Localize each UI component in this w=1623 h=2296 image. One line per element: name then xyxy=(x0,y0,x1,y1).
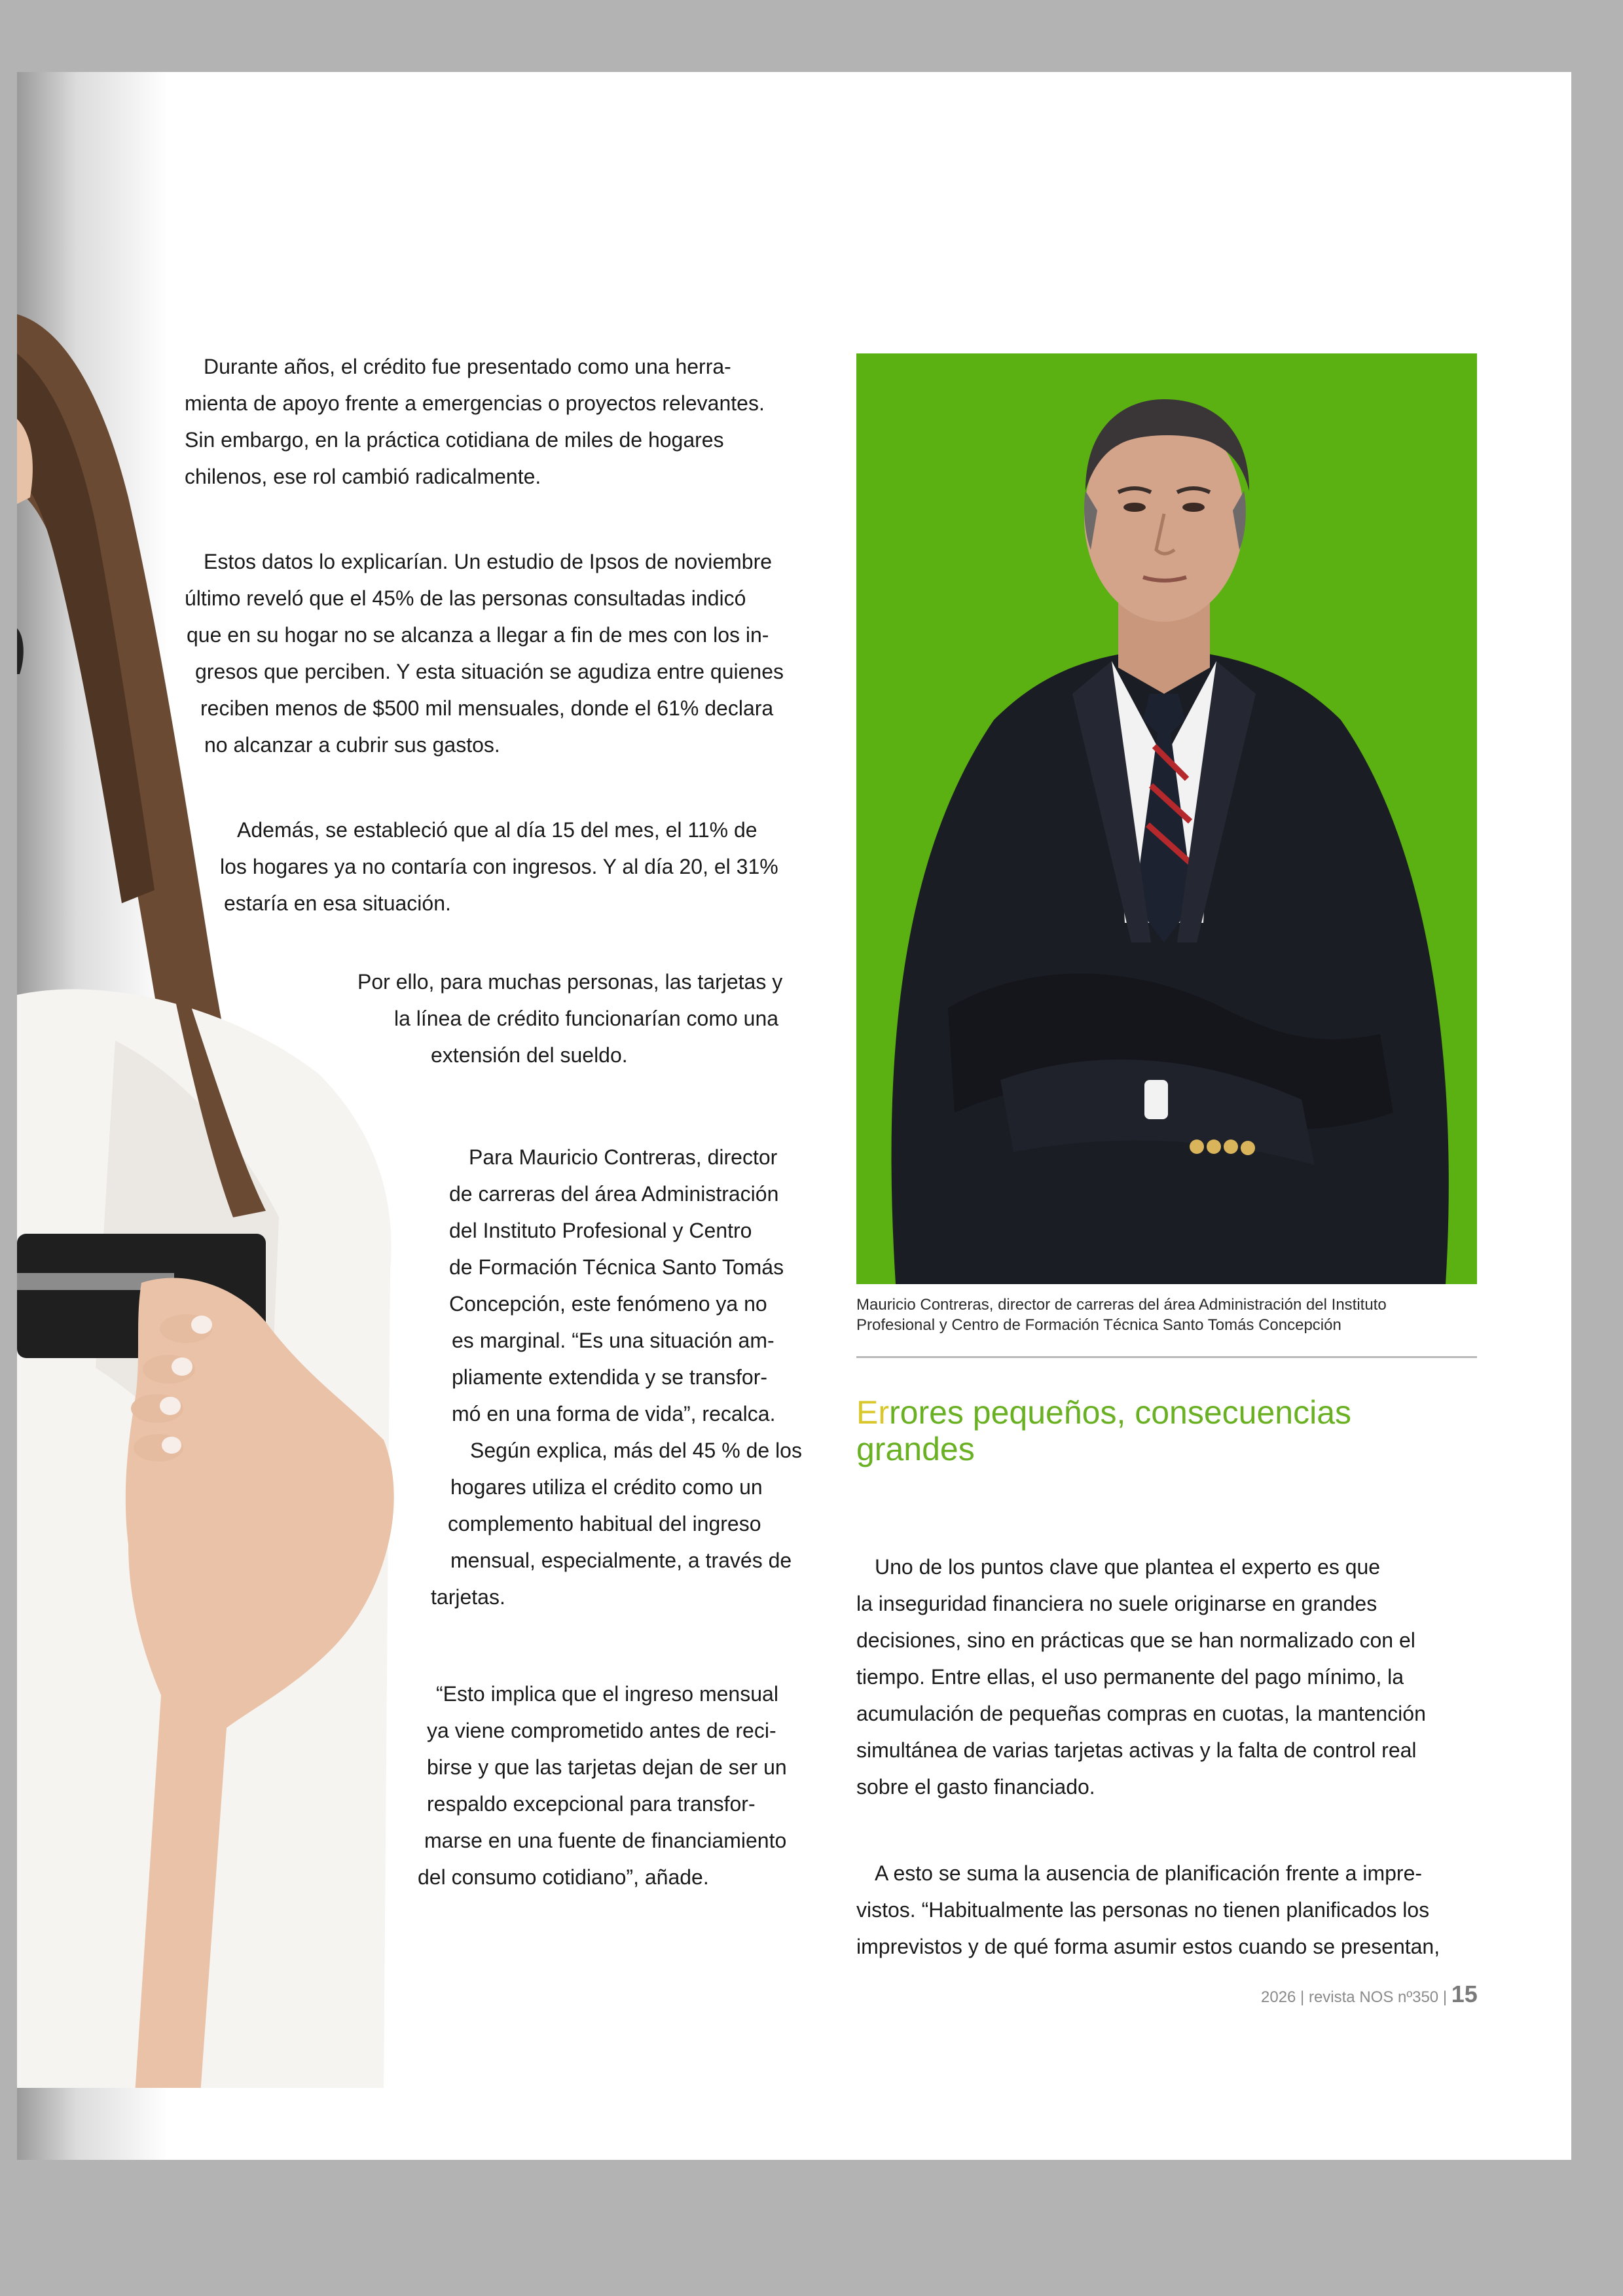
section-paragraph-1: Uno de los puntos clave que plantea el experto es que la inseguridad financiera no suele originarse en grandes decisiones, sino en prácticas que se han normalizado con el tiempo. Entre ellas, el uso permanente del pago mínimo, la acumulación de pequeñas compras en cuotas, la mantención simultánea de varias tarjetas activas y la falta de control real sobre el gasto financiado. xyxy=(856,1555,1426,1799)
section-paragraph-2: A esto se suma la ausencia de planificación frente a impre- vistos. “Habitualmente las personas no tienen planificados los imprevistos y de qué forma asumir estos cuando se presentan, xyxy=(856,1861,1440,1958)
paragraph-6: Según explica, más del 45 % de los hogares utiliza el crédito como un complemento habitual del ingreso mensual, especialmente, a través de tarjetas. xyxy=(431,1439,802,1609)
page-folio xyxy=(1261,1981,1478,2008)
photo-caption: Mauricio Contreras, director de carreras del área Administración del Instituto Profesional y Centro de Formación Técnica Santo Tomás Concepción xyxy=(856,1296,1387,1334)
heading-initial: Er xyxy=(856,1394,889,1431)
portrait-photo xyxy=(856,353,1477,1284)
paragraph-4: Por ello, para muchas personas, las tarjetas y la línea de crédito funcionarían como una extensión del sueldo. xyxy=(357,970,783,1067)
section-heading xyxy=(856,1394,1477,1467)
paragraph-3: Además, se estableció que al día 15 del mes, el 11% de los hogares ya no contaría con ingresos. Y al día 20, el 31% estaría en esa situación. xyxy=(220,818,778,915)
folio-text: 2026 | revista NOS nº350 | xyxy=(1261,1988,1448,2006)
caption-divider xyxy=(856,1356,1477,1358)
paragraph-1: Durante años, el crédito fue presentado como una herra- mienta de apoyo frente a emergencias o proyectos relevantes. Sin embargo, en la práctica cotidiana de miles de hogares chilenos, ese rol cambió radicalmente. xyxy=(185,355,765,488)
man-in-suit-illustration xyxy=(856,353,1477,1284)
page-number: 15 xyxy=(1451,1981,1478,2007)
paragraph-5: Para Mauricio Contreras, director de carreras del área Administración del Instituto Profesional y Centro de Formación Técnica Santo Tomás Concepción, este fenómeno ya no es marginal. “Es una situación am- pliamente extendida y se transfor- mó en una forma de vida”, recalca. xyxy=(449,1145,784,1426)
heading-line-1: rores pequeños, consecuencias xyxy=(889,1394,1352,1431)
woman-holding-card-photo xyxy=(17,223,436,2088)
magazine-page xyxy=(17,72,1571,2160)
heading-line-2: grandes xyxy=(856,1431,975,1467)
paragraph-2: Estos datos lo explicarían. Un estudio de Ipsos de noviembre último reveló que el 45% de las personas consultadas indicó que en su hogar no se alcanza a llegar a fin de mes con los in- gresos que perciben. Y esta situación se agudiza entre quienes reciben menos de $500 mil mensuales, donde el 61% declara no alcanzar a cubrir sus gastos. xyxy=(185,550,784,757)
paragraph-7: “Esto implica que el ingreso mensual ya viene comprometido antes de reci- birse y que las tarjetas dejan de ser un respaldo excepcional para transfor- marse en una fuente de financiamiento del consumo cotidiano”, añade. xyxy=(418,1682,787,1889)
